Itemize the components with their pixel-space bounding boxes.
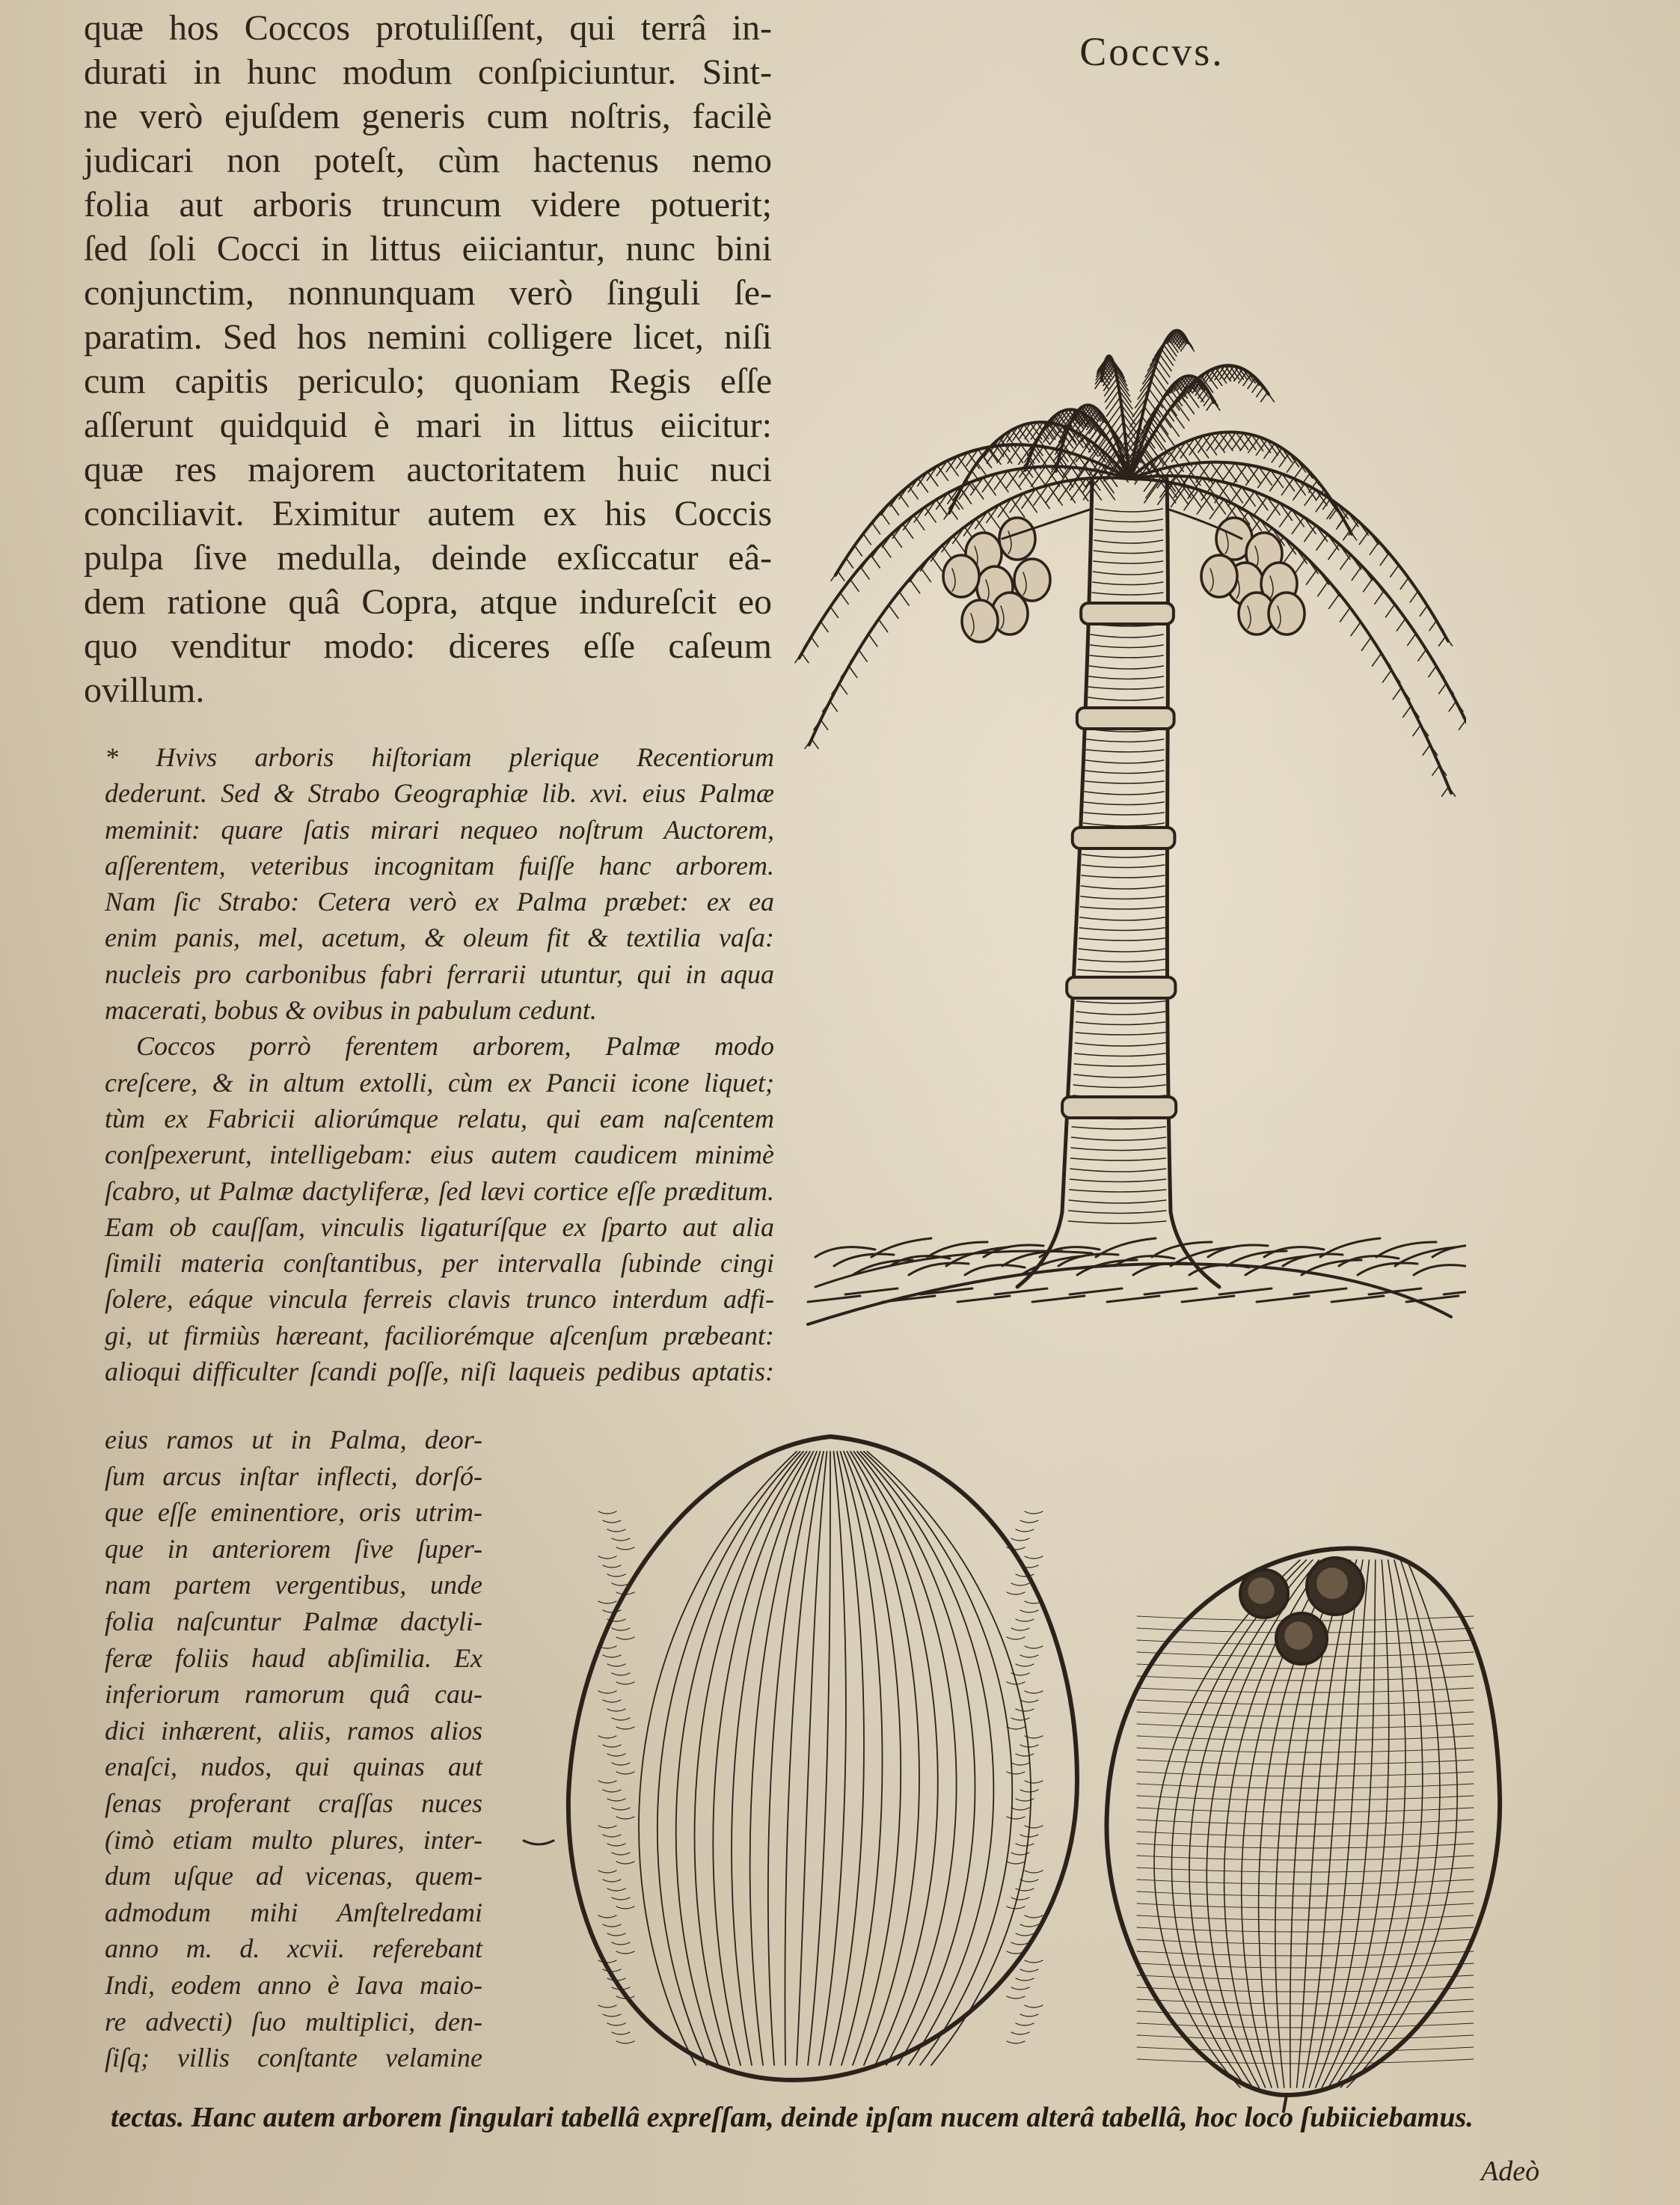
- annotation-line: nam partem vergentibus, unde: [105, 1570, 482, 1600]
- annotation-line: creſcere, & in altum extolli, cùm ex Pancii icone liquet;: [105, 1067, 774, 1098]
- annotation-line: re advecti) ſuo multiplici, den-: [105, 2006, 482, 2037]
- annotation-line: ſcabro, ut Palmæ dactyliferæ, ſed lævi cortice eſſe præditum.: [105, 1175, 774, 1206]
- annotation-line: Nam ſic Strabo: Cetera verò ex Palma præbet: ex ea: [105, 887, 774, 917]
- annotation-line: que eſſe eminentiore, oris utrim-: [105, 1497, 482, 1528]
- annotation-block: [105, 739, 774, 1389]
- annotation-line: eius ramos ut in Palma, deor-: [105, 1425, 482, 1455]
- text-line: quo venditur modo: diceres eſſe caſeum: [84, 626, 772, 666]
- annotation-line: inferiorum ramorum quâ cau-: [105, 1679, 482, 1710]
- annotation-line: dum uſque ad vicenas, quem-: [105, 1861, 482, 1891]
- annotation-line: macerati, bobus & ovibus in pabulum cedunt.: [105, 995, 597, 1026]
- annotation-line: alioqui difficulter ſcandi poſſe, niſi laqueis pedibus aptatis:: [105, 1357, 774, 1387]
- coconut-husk-icon: [524, 1437, 1077, 2080]
- text-line: dem ratione quâ Copra, atque indureſcit eo: [84, 582, 772, 622]
- text-line: ovillum.: [84, 670, 205, 710]
- closing-line: tectas. Hanc autem arborem ſingulari tabellâ expreſſam, deinde ipſam nucem alterâ tabellâ, hoc loco ſubiiciebamus.: [111, 2102, 1474, 2133]
- main-text-block: [84, 6, 772, 712]
- catchword: Adeò: [1481, 2156, 1540, 2187]
- annotation-line: (imò etiam multo plures, inter-: [105, 1824, 482, 1855]
- coconut-shell-icon: [1106, 1548, 1500, 2111]
- text-line: durati in hunc modum conſpiciuntur. Sint-: [84, 52, 772, 92]
- annotation-line: nucleis pro carbonibus fabri ferrarii utuntur, qui in aqua: [105, 958, 774, 989]
- annotation-line: ſolere, eáque vincula ferreis clavis trunco interdum adfi-: [105, 1284, 774, 1315]
- text-line: paratim. Sed hos nemini colligere licet, niſi: [84, 317, 772, 357]
- annotation-line: enaſci, nudos, qui quinas aut: [105, 1752, 482, 1782]
- annotation-line: tùm ex Fabricii aliorúmque relatu, qui eam naſcentem: [105, 1103, 774, 1134]
- text-line: judicari non poteſt, cùm hactenus nemo: [84, 141, 772, 180]
- annotation-line: dederunt. Sed & Strabo Geographiæ lib. xvi. eius Palmæ: [105, 778, 774, 809]
- figure-title: Coccvs.: [1079, 29, 1224, 74]
- annotation-line: ſum arcus inſtar inflecti, dorſó-: [105, 1461, 482, 1491]
- annotation-line: Eam ob cauſſam, vinculis ligaturíſque ex ſparto aut alia: [105, 1211, 774, 1242]
- text-line: quæ hos Coccos protuliſſent, qui terrâ in-: [84, 8, 772, 48]
- annotation-line: * Hvivs arboris hiſtoriam plerique Recentiorum: [105, 742, 774, 772]
- annotation-line: dici inhærent, aliis, ramos alios: [105, 1715, 482, 1746]
- annotation-line: ſimili materia conſtantibus, per intervalla ſubinde cingi: [105, 1248, 774, 1279]
- annotation-narrow-block: [105, 1422, 482, 2076]
- text-line: pulpa ſive medulla, deinde exſiccatur eâ-: [84, 538, 772, 578]
- annotation-line: que in anteriorem ſive ſuper-: [105, 1533, 482, 1564]
- text-line: quæ res majorem auctoritatem huic nuci: [84, 450, 772, 489]
- annotation-line: anno m. d. xcvii. referebant: [105, 1933, 482, 1964]
- text-line: conciliavit. Eximitur autem ex his Coccis: [84, 494, 772, 533]
- annotation-line: Indi, eodem anno è Iava maio-: [105, 1969, 482, 2000]
- text-line: folia aut arboris truncum videre potuerit;: [84, 185, 772, 224]
- text-line: ne verò ejuſdem generis cum noſtris, facilè: [84, 97, 772, 136]
- text-line: cum capitis periculo; quoniam Regis eſſe: [84, 361, 772, 401]
- palm-trunk: [1017, 479, 1219, 1287]
- annotation-line: enim panis, mel, acetum, & oleum fit & textilia vaſa:: [105, 923, 774, 953]
- annotation-line: gi, ut firmiùs hæreant, faciliorémque aſcenſum præbeant:: [105, 1320, 774, 1351]
- annotation-line: feræ foliis haud abſimilia. Ex: [105, 1642, 482, 1673]
- annotation-line: ſenas proferant craſſas nuces: [105, 1787, 482, 1818]
- palm-tree-illustration: [793, 90, 1466, 1362]
- text-line: conjunctim, nonnunquam verò ſinguli ſe-: [84, 273, 772, 313]
- annotation-line: Coccos porrò ferentem arborem, Palmæ modo: [136, 1031, 774, 1062]
- annotation-line: folia naſcuntur Palmæ dactyli-: [105, 1606, 482, 1636]
- coconut-illustrations: [509, 1422, 1533, 2117]
- annotation-line: aſſerentem, veteribus incognitam fuiſſe hanc arborem.: [105, 850, 774, 881]
- annotation-line: conſpexerunt, intelligebam: eius autem caudicem minimè: [105, 1140, 774, 1170]
- text-line: ſed ſoli Cocci in littus eiiciantur, nunc bini: [84, 229, 772, 269]
- ground-hatching: [808, 1238, 1466, 1324]
- annotation-line: admodum mihi Amſtelredami: [105, 1897, 482, 1927]
- annotation-line: ſiſq; villis conſtante velamine: [105, 2043, 482, 2073]
- text-line: aſſerunt quidquid è mari in littus eiicitur:: [84, 406, 772, 445]
- annotation-line: meminit: quare ſatis mirari nequeo noſtrum Auctorem,: [105, 814, 774, 845]
